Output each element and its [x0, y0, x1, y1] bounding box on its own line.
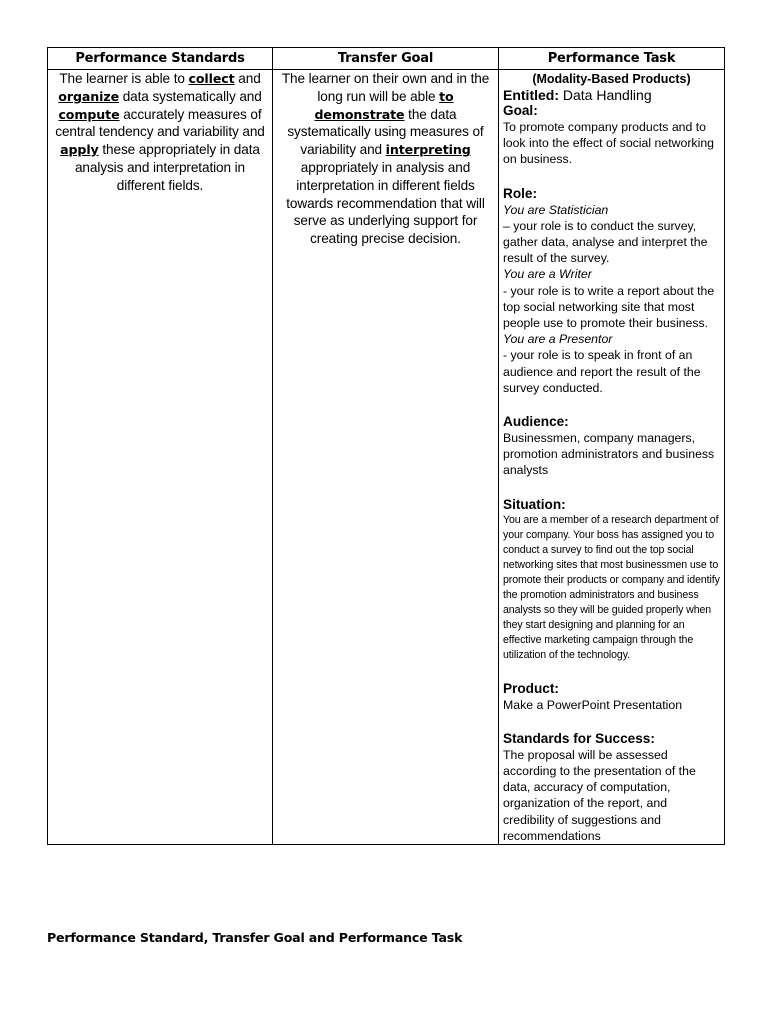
standards-cell: [48, 70, 273, 845]
transfer-goal-text: The learner on their own and in the long run will be able to demonstrate the data systematically using measures of variability and interpreting appropriately in analysis and interpretation in different fields towards recommendation that will serve as underlying support for creating precise decision.: [281, 71, 490, 247]
goal-heading: Goal:: [503, 103, 538, 118]
role-presentor-title: You are a Presentor: [503, 332, 613, 347]
standards-for-success-text: The proposal will be assessed according to the presentation of the data, accuracy of computation, organization of the report, and credibility of suggestions and recommendations: [503, 747, 696, 843]
role-statistician-title: You are Statistician: [503, 202, 609, 217]
role-presentor-text: - your role is to speak in front of an audience and report the result of the survey conducted.: [503, 348, 701, 395]
goal-text: To promote company products and to look into the effect of social networking on business.: [503, 120, 714, 167]
situation-heading: Situation:: [503, 496, 566, 512]
entitled-line: Entitled: Data Handling: [503, 87, 652, 103]
performance-task-content: [503, 71, 720, 844]
performance-table: [47, 47, 725, 845]
transfer-goal-cell: [273, 70, 499, 845]
table-caption: Performance Standard, Transfer Goal and Performance Task: [47, 930, 463, 945]
role-heading: Role:: [503, 185, 537, 201]
modality-label: (Modality-Based Products): [532, 72, 691, 86]
product-heading: Product:: [503, 680, 559, 696]
situation-text: You are a member of a research department of your company. Your boss has assigned you to conduct a survey to find out the top social networking sites that most businessmen use to promote their products or company and identify the promotion administrators and business analysts so they will be guided properly when they start designing and planning for an effective marketing campaign through the utilization of the technology.: [503, 513, 720, 661]
role-writer-title: You are a Writer: [503, 267, 592, 282]
keyword-compute: compute: [58, 106, 120, 122]
keyword-to-demonstrate: to demonstrate: [314, 88, 454, 122]
role-writer-text: - your role is to write a report about the top social networking site that most people use to promote their business.: [503, 283, 715, 331]
keyword-organize: organize: [58, 88, 120, 104]
content-row: [48, 70, 725, 845]
keyword-collect: collect: [188, 71, 235, 86]
header-performance-standards: Performance Standards: [48, 48, 273, 70]
header-transfer-goal: Transfer Goal: [273, 48, 499, 70]
role-statistician-text: – your role is to conduct the survey, gather data, analyse and interpret the result of the survey.: [503, 218, 708, 266]
standards-text: The learner is able to collect and organize data systematically and compute accurately measures of central tendency and variability and apply these appropriately in data analysis and interpretation in different fields.: [55, 71, 265, 193]
header-row: [48, 48, 725, 70]
performance-task-cell: [499, 70, 725, 845]
audience-text: Businessmen, company managers, promotion administrators and business analysts: [503, 431, 715, 478]
audience-heading: Audience:: [503, 414, 569, 430]
header-performance-task: Performance Task: [499, 48, 725, 70]
keyword-interpreting: interpreting: [385, 142, 471, 158]
product-text: Make a PowerPoint Presentation: [503, 697, 683, 712]
keyword-apply: apply: [60, 142, 99, 158]
standards-for-success-heading: Standards for Success:: [503, 730, 655, 746]
